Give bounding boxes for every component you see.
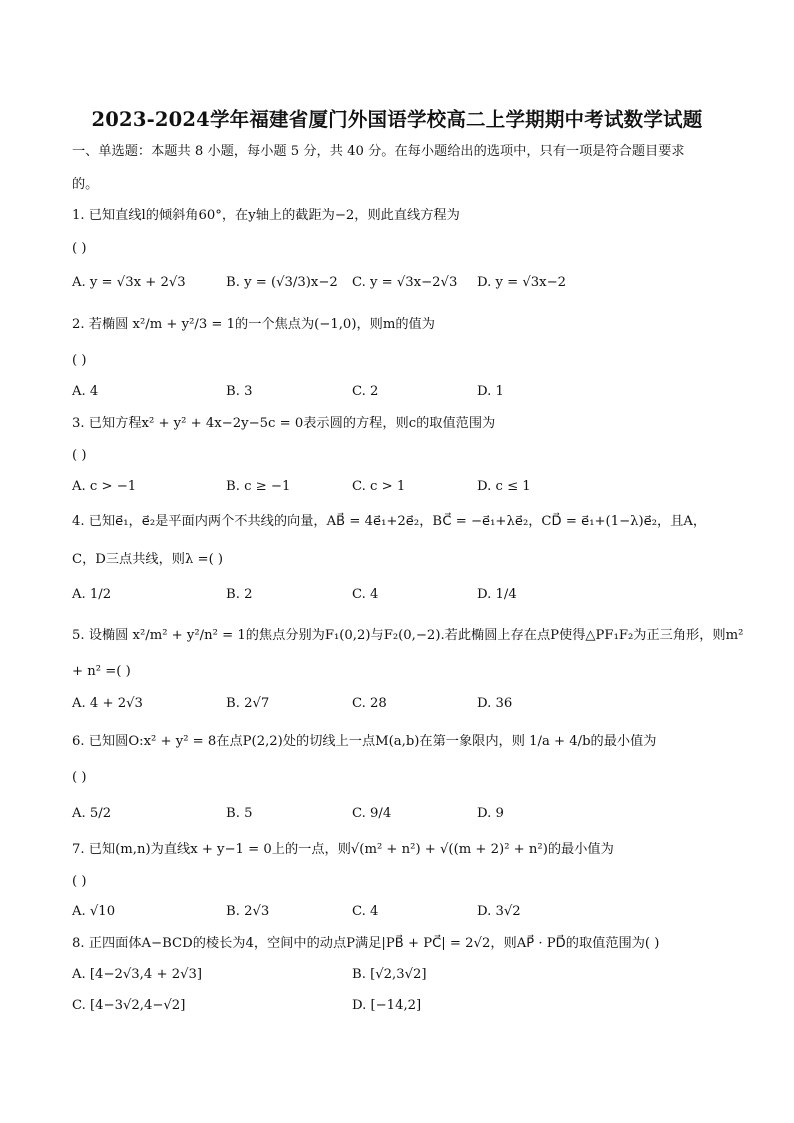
q4-option-a: A. 1/2 bbox=[72, 587, 112, 602]
question-4-stem: 4. 已知e⃗₁，e⃗₂是平面内两个不共线的向量，AB⃗ = 4e⃗₁+2e⃗₂，BC⃗ = −e⃗₁+λe⃗₂，CD⃗ = e⃗₁+(1−λ)e⃗₂，且A， bbox=[72, 514, 707, 529]
q5-option-b: B. 2√7 bbox=[226, 696, 270, 711]
q1-option-a: A. y = √3x + 2√3 bbox=[72, 275, 186, 290]
q2-option-c: C. 2 bbox=[352, 384, 379, 399]
q7-option-d: D. 3√2 bbox=[477, 904, 521, 919]
question-5-stem: 5. 设椭圆 x²/m² + y²/n² = 1的焦点分别为F₁(0,2)与F₂(0,−2).若此椭圆上存在点P使得△PF₁F₂为正三角形，则m² bbox=[72, 628, 744, 643]
q6-option-a: A. 5/2 bbox=[72, 806, 112, 821]
q8-option-b: B. [√2,3√2] bbox=[352, 967, 427, 982]
section-heading: 一、单选题：本题共 8 小题，每小题 5 分，共 40 分。在每小题给出的选项中，只有一项是符合题目要求 bbox=[72, 144, 685, 159]
q3-option-b: B. c ≥ −1 bbox=[226, 479, 291, 494]
q6-option-b: B. 5 bbox=[226, 806, 253, 821]
q5-option-d: D. 36 bbox=[477, 696, 513, 711]
question-7-stem: 7. 已知(m,n)为直线x + y−1 = 0上的一点，则√(m² + n²) + √((m + 2)² + n²)的最小值为 bbox=[72, 842, 614, 857]
question-1-stem: 1. 已知直线l的倾斜角60°，在y轴上的截距为−2，则此直线方程为 bbox=[72, 208, 460, 223]
q4-option-b: B. 2 bbox=[226, 587, 253, 602]
q3-option-d: D. c ≤ 1 bbox=[477, 479, 531, 494]
q8-option-c: C. [4−3√2,4−√2] bbox=[72, 998, 186, 1013]
q1-option-b: B. y = (√3/3)x−2 bbox=[226, 275, 338, 290]
answer-paren: ( ) bbox=[72, 353, 87, 368]
answer-paren: ( ) bbox=[72, 448, 87, 463]
q6-option-c: C. 9/4 bbox=[352, 806, 392, 821]
q7-option-c: C. 4 bbox=[352, 904, 379, 919]
answer-paren: ( ) bbox=[72, 874, 87, 889]
question-6-stem: 6. 已知圆O:x² + y² = 8在点P(2,2)处的切线上一点M(a,b)在第一象限内，则 1/a + 4/b的最小值为 bbox=[72, 734, 657, 749]
q1-option-c: C. y = √3x−2√3 bbox=[352, 275, 458, 290]
q2-option-d: D. 1 bbox=[477, 384, 504, 399]
q7-option-b: B. 2√3 bbox=[226, 904, 270, 919]
question-4-stem-cont: C，D三点共线，则λ =( ) bbox=[72, 552, 224, 567]
q1-option-d: D. y = √3x−2 bbox=[477, 275, 567, 290]
q6-option-d: D. 9 bbox=[477, 806, 504, 821]
q8-option-a: A. [4−2√3,4 + 2√3] bbox=[72, 967, 203, 982]
q7-option-a: A. √10 bbox=[72, 904, 116, 919]
q2-option-a: A. 4 bbox=[72, 384, 99, 399]
section-heading-cont: 的。 bbox=[72, 177, 99, 192]
question-5-stem-cont: + n² =( ) bbox=[72, 664, 131, 679]
page-title: 2023-2024学年福建省厦门外国语学校高二上学期期中考试数学试题 bbox=[91, 108, 703, 131]
q4-option-c: C. 4 bbox=[352, 587, 379, 602]
answer-paren: ( ) bbox=[72, 241, 87, 256]
question-2-stem: 2. 若椭圆 x²/m + y²/3 = 1的一个焦点为(−1,0)，则m的值为 bbox=[72, 317, 435, 332]
question-3-stem: 3. 已知方程x² + y² + 4x−2y−5c = 0表示圆的方程，则c的取值范围为 bbox=[72, 416, 496, 431]
q5-option-c: C. 28 bbox=[352, 696, 387, 711]
q2-option-b: B. 3 bbox=[226, 384, 253, 399]
question-8-stem: 8. 正四面体A−BCD的棱长为4，空间中的动点P满足|PB⃗ + PC⃗| = 2√2，则AP⃗ · PD⃗的取值范围为( ) bbox=[72, 936, 660, 951]
q8-option-d: D. [−14,2] bbox=[352, 998, 422, 1013]
q4-option-d: D. 1/4 bbox=[477, 587, 517, 602]
q5-option-a: A. 4 + 2√3 bbox=[72, 696, 143, 711]
q3-option-c: C. c > 1 bbox=[352, 479, 406, 494]
answer-paren: ( ) bbox=[72, 770, 87, 785]
q3-option-a: A. c > −1 bbox=[72, 479, 137, 494]
